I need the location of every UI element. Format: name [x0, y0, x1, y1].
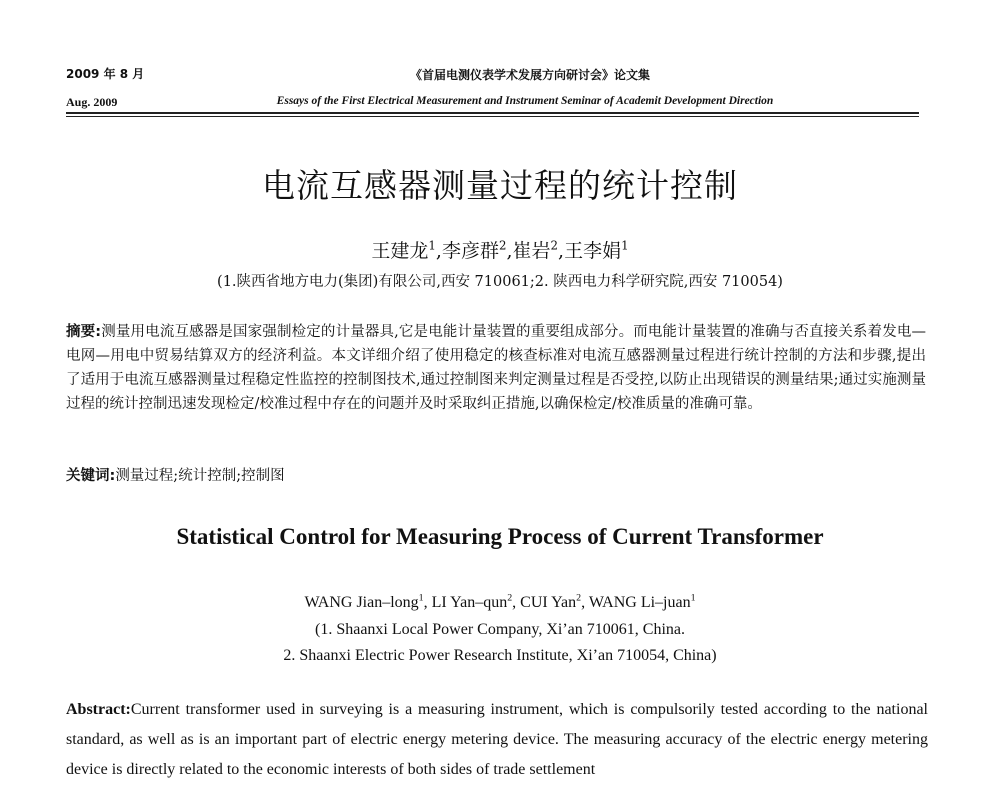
affiliation-en-2: 2. Shaanxi Electric Power Research Institute, Xi’an 710054, China) [283, 647, 717, 664]
journal-title-en: Essays of the First Electrical Measurement and Instrument Seminar of Academit Development Direction [276, 95, 774, 107]
abstract-label-en: Abstract: [66, 701, 131, 718]
author-affiliation-mark: 2 [507, 592, 513, 604]
author-name: 崔岩 [512, 240, 551, 262]
author-affiliation-mark: 1 [418, 592, 424, 604]
author-affiliation-mark: 1 [621, 238, 629, 253]
author-name: CUI Yan [520, 594, 577, 611]
paper-title-cn: 电流互感器测量过程的统计控制 [262, 166, 738, 205]
abstract-text-cn: 测量用电流互感器是国家强制检定的计量器具,它是电能计量装置的重要组成部分。而电能计量装置的准确与否直接关系着发电—电网—用电中贸易结算双方的经济利益。本文详细介绍了使用稳定的核查标准对电流互感器测量过程进行统计控制的方法和步骤,提出了适用于电流互感器测量过程稳定性监控的控制图技术,通过控制图来判定测量过程是否受控,以防止出现错误的测量结果;通过实施测量过程的统计控制迅速发现检定/校准过程中存在的问题并及时采取纠正措施,以确保检定/校准质量的准确可靠。 [66, 324, 926, 412]
author-name: 王李娟 [564, 240, 622, 262]
paper-title-en: Statistical Control for Measuring Process of Current Transformer [176, 524, 824, 549]
keywords-label-cn: 关键词: [66, 468, 116, 484]
affiliation-en-1: (1. Shaanxi Local Power Company, Xi’an 710061, China. [314, 621, 685, 638]
author-name: WANG Li–juan [588, 594, 691, 611]
header-rule-thick [66, 112, 919, 114]
author-affiliation-mark: 2 [498, 238, 507, 253]
abstract-label-cn: 摘要: [66, 324, 102, 340]
author-affiliation-mark: 2 [576, 592, 582, 604]
author-affiliation-mark: 1 [428, 238, 436, 253]
keywords-text-cn: 测量过程;统计控制;控制图 [115, 468, 285, 484]
affiliations-cn: (1.陕西省地方电力(集团)有限公司,西安 710061;2. 陕西电力科学研究院,西安 710054) [217, 274, 783, 290]
abstract-cn [66, 320, 926, 416]
author-name: 王建龙 [371, 240, 429, 262]
author-name: LI Yan–qun [431, 594, 508, 611]
authors-en: WANG Jian–long$^1$, LI Yan–qun$^2$, CUI Yan$^2$, WANG Li–juan$^1$ [304, 592, 696, 611]
author-name: WANG Jian–long [304, 594, 419, 611]
header-rule-thin [66, 116, 919, 117]
author-name: 李彦群 [441, 240, 499, 262]
author-affiliation-mark: 1 [690, 592, 696, 604]
header-date-en: Aug. 2009 [66, 95, 118, 109]
authors-cn: 王建龙$^1$,李彦群$^2$,崔岩$^2$,王李娟$^1$ [371, 238, 629, 262]
abstract-text-en: Current transformer used in surveying is a measuring instrument, which is compulsorily tested according to the national standard, as well as is an important part of electric energy metering device. The measuring accuracy of the electric energy metering device is directly related to the economic interests of both sides of trade settlement [66, 701, 928, 778]
header-date-cn: 2009 年 8 月 [66, 67, 145, 81]
journal-title-cn: 《首届电测仪表学术发展方向研讨会》论文集 [409, 68, 650, 82]
keywords-cn [66, 464, 285, 485]
abstract-en [66, 695, 928, 785]
author-affiliation-mark: 2 [550, 238, 559, 253]
